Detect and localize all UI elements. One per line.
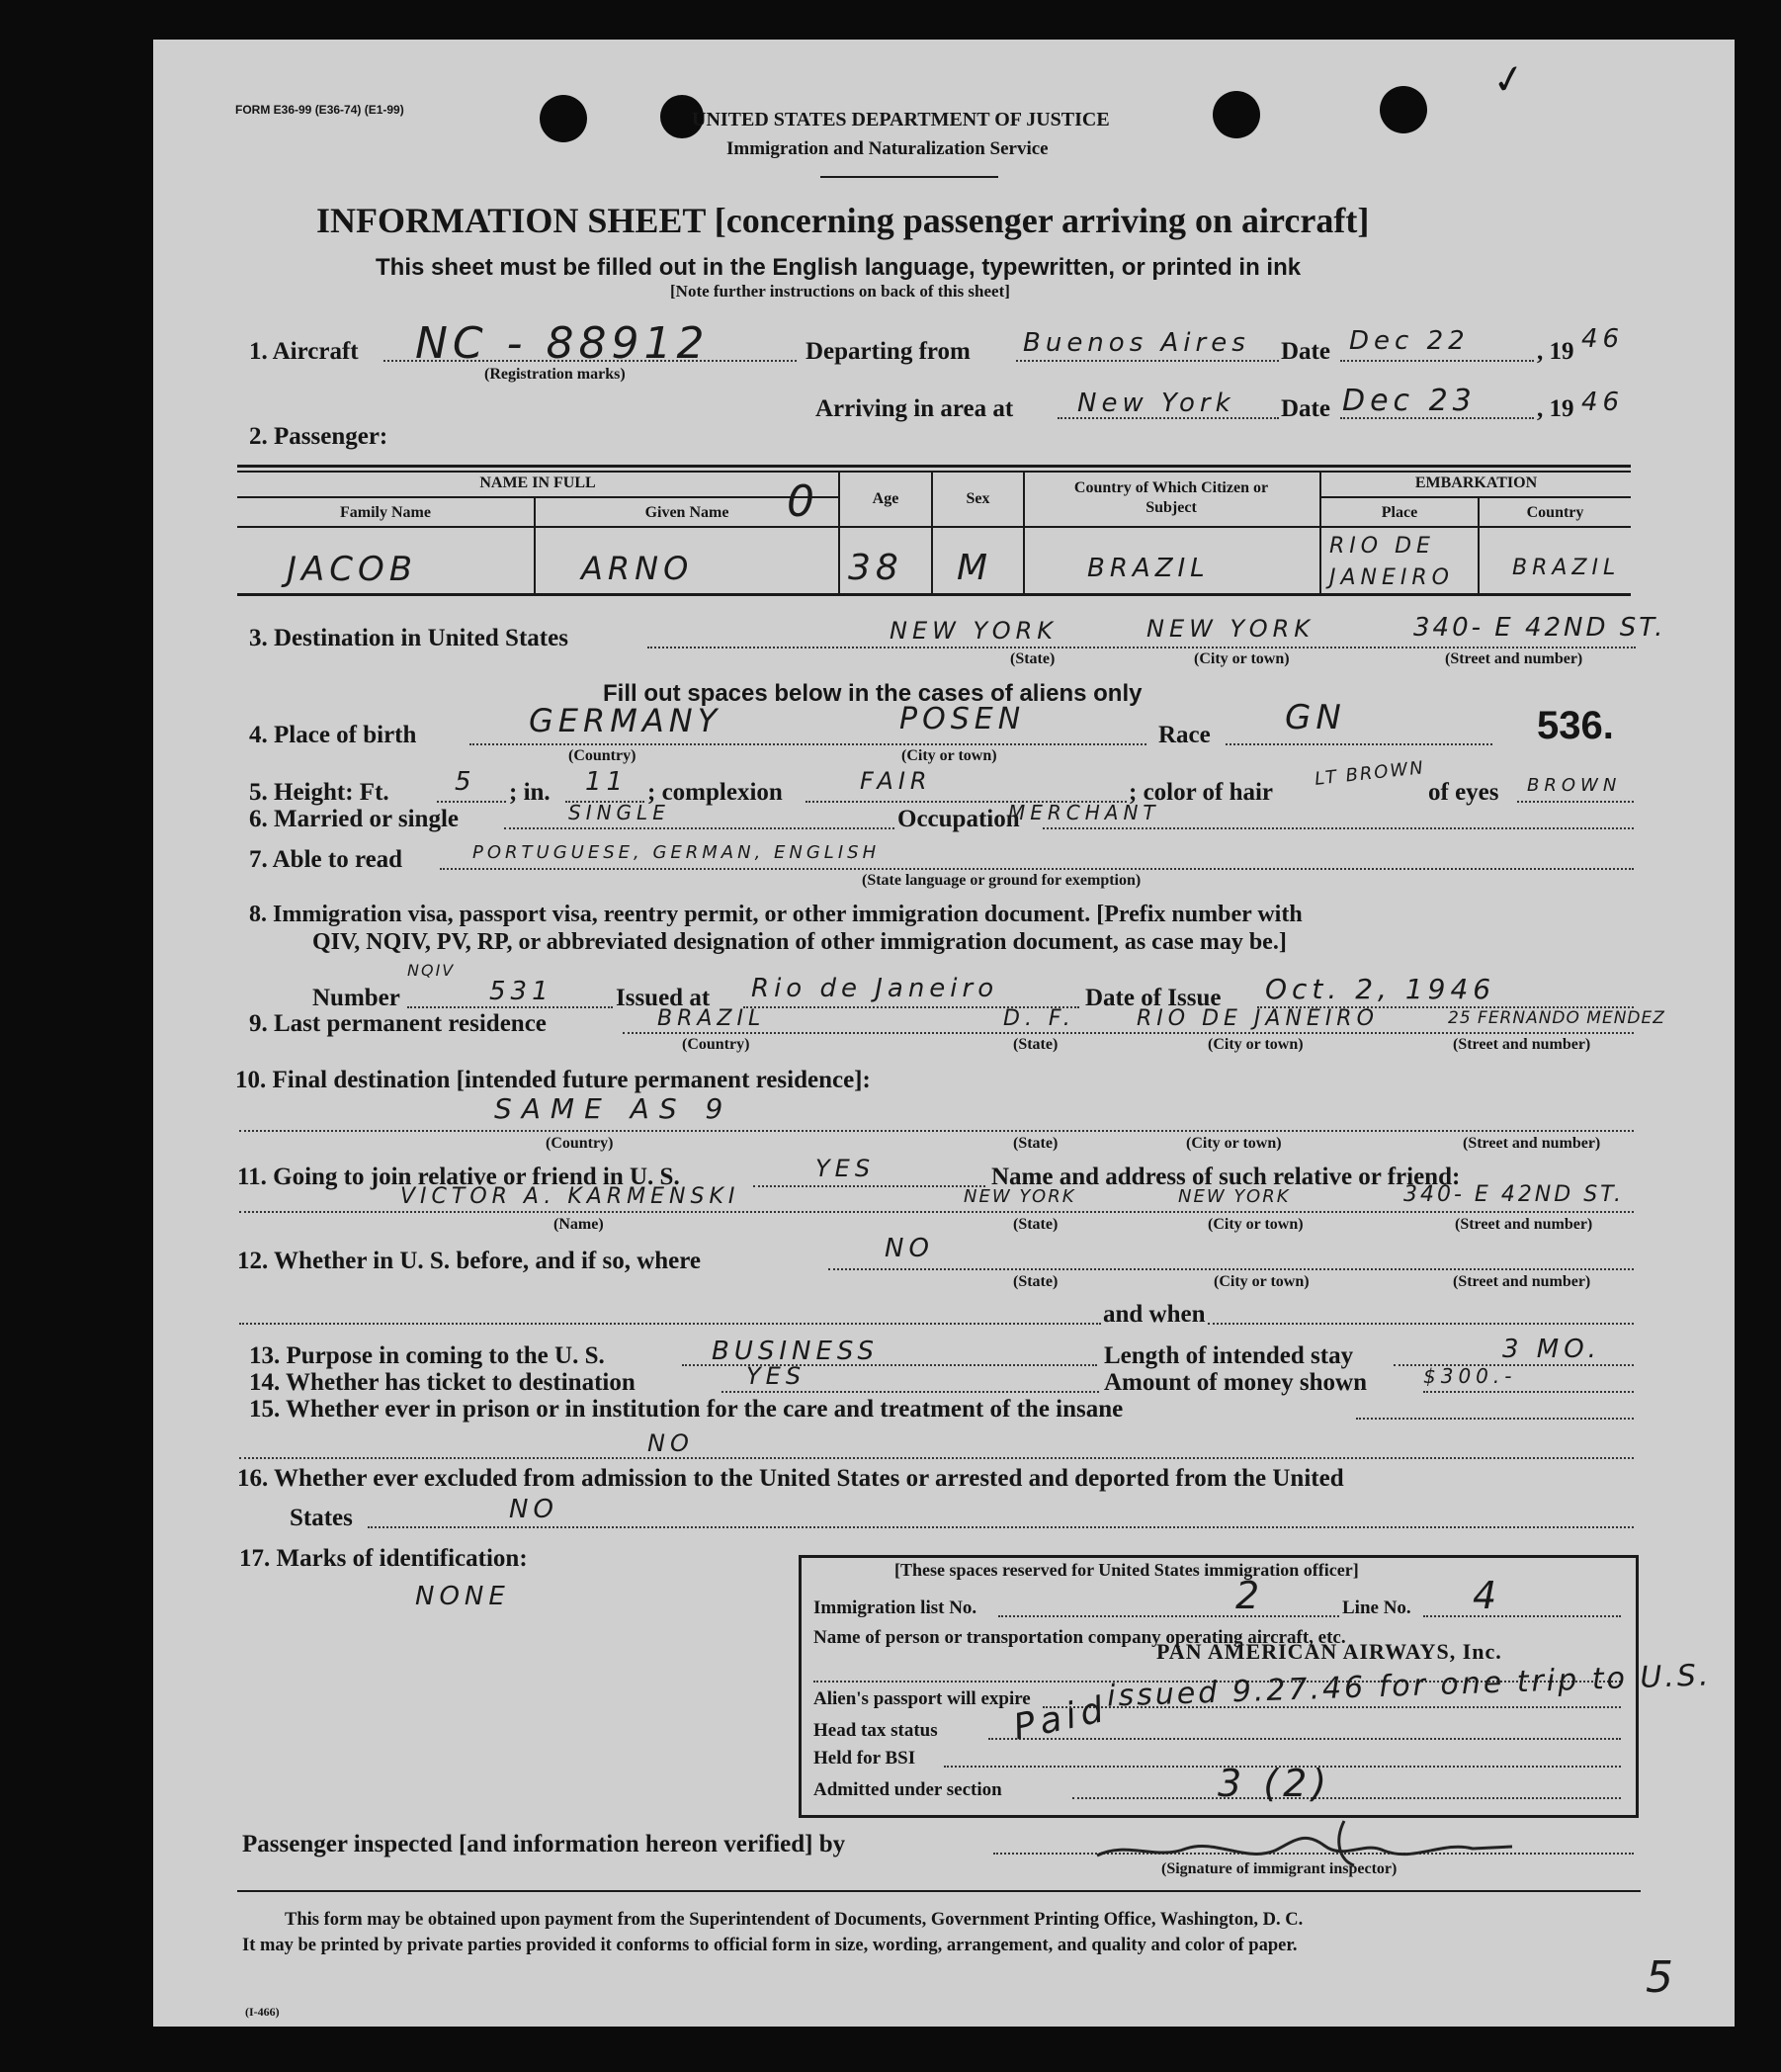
table-top-rule [237,465,1631,468]
citizen-country-value: BRAZIL [1087,554,1210,583]
birth-country-value: GERMANY [529,702,722,739]
marks-value: NONE [415,1582,510,1611]
stay-value: 3 MO. [1502,1335,1601,1364]
race-value: GN [1285,698,1346,737]
instruction-note: [Note further instructions on back of this sheet] [670,282,1010,301]
ticket-label: 14. Whether has ticket to destination [249,1369,636,1396]
arriving-value: New York [1077,388,1235,418]
purpose-label: 13. Purpose in coming to the U. S. [249,1342,605,1369]
name-in-full-header: NAME IN FULL [479,475,596,491]
admitted-section-label: Admitted under section [813,1779,1002,1800]
departing-label: Departing from [806,338,971,365]
residence-city-sub: (City or town) [1208,1036,1304,1053]
immigration-list-value: 2 [1235,1574,1265,1617]
aircraft-label: 1. Aircraft [249,338,359,365]
aircraft-registration-value: NC - 88912 [415,318,710,369]
visa-issued-value: Rio de Janeiro [751,974,999,1003]
corner-check-mark: ✓ [1488,54,1530,106]
immigration-list-label: Immigration list No. [813,1597,977,1618]
visa-label-line-1: 8. Immigration visa, passport visa, reentry permit, or other immigration document. [Prefix number with [249,902,1303,927]
departing-year-value: 46 [1581,324,1625,354]
punch-hole [540,95,587,142]
officer-box-heading: [These spaces reserved for United States immigration officer] [894,1560,1359,1580]
final-street-sub: (Street and number) [1463,1135,1601,1152]
residence-state-sub: (State) [1013,1036,1059,1053]
excluded-label-line-1: 16. Whether ever excluded from admission to the United States or arrested and deported from the United [237,1465,1344,1492]
marital-label: 6. Married or single [249,806,459,832]
arriving-date-label: Date [1281,395,1330,422]
service-heading: Immigration and Naturalization Service [726,138,1049,159]
given-name-header: Given Name [644,504,729,521]
read-sub: (State language or ground for exemption) [862,872,1142,889]
aliens-heading: Fill out spaces below in the cases of aliens only [603,680,1143,707]
height-inches-label: ; in. [509,779,551,806]
visa-date-label: Date of Issue [1085,985,1222,1011]
visa-issued-label: Issued at [616,985,711,1011]
hair-label: ; color of hair [1129,779,1274,806]
year-prefix: , 19 [1537,338,1574,365]
final-destination-label: 10. Final destination [intended future permanent residence]: [235,1067,871,1093]
read-value: PORTUGUESE, GERMAN, ENGLISH [472,842,881,863]
join-value: YES [815,1155,876,1182]
family-name-header: Family Name [340,504,431,521]
money-value: $300.- [1423,1364,1517,1388]
line-number-value: 4 [1473,1574,1502,1617]
eyes-value: BROWN [1527,775,1622,796]
height-label: 5. Height: Ft. [249,779,389,806]
arriving-label: Arriving in area at [815,395,1014,422]
sex-value: M [957,548,993,588]
residence-country-value: BRAZIL [657,1006,766,1031]
occupation-value: MERCHANT [1008,801,1160,824]
visa-date-value: Oct. 2, 1946 [1265,973,1496,1005]
age-header: Age [872,490,899,507]
relative-name-sub: (Name) [553,1216,604,1233]
page-title: INFORMATION SHEET [concerning passenger arriving on aircraft] [316,201,1370,240]
before-city-sub: (City or town) [1214,1273,1310,1290]
head-tax-label: Head tax status [813,1720,938,1741]
final-state-sub: (State) [1013,1135,1059,1152]
join-label: 11. Going to join relative or friend in U. S. [237,1164,680,1190]
embarkation-header: EMBARKATION [1414,475,1538,491]
residence-street-sub: (Street and number) [1453,1036,1591,1053]
departing-date-value: Dec 22 [1349,326,1470,356]
money-label: Amount of money shown [1104,1369,1368,1396]
relative-state-value: NEW YORK [964,1186,1076,1207]
head-tax-value: Paid [1009,1688,1112,1749]
embarkation-place-header: Place [1381,504,1418,521]
footer-line-2: It may be printed by private parties provided it conforms to official form in size, wording, arrangement, and quality and color of paper. [242,1936,1298,1955]
prison-value: NO [647,1429,694,1457]
embarkation-place-value-1: RIO DE [1329,534,1435,559]
form-number: FORM E36-99 (E36-74) (E1-99) [235,103,404,117]
age-value: 38 [848,548,903,588]
before-label: 12. Whether in U. S. before, and if so, where [237,1248,701,1274]
destination-state-value: NEW YORK [890,617,1059,645]
residence-city-value: RIO DE JANEIRO [1137,1006,1379,1031]
instruction-text: This sheet must be filled out in the English language, typewritten, or printed in ink [376,254,1302,281]
destination-city-value: NEW YORK [1146,615,1315,643]
relative-name-address-label: Name and address of such relative or friend: [991,1164,1461,1190]
relative-city-sub: (City or town) [1208,1216,1304,1233]
family-name-value: JACOB [287,550,418,589]
passport-expire-value: issued 9.27.46 for one trip to U.S. [1106,1658,1713,1714]
relative-state-sub: (State) [1013,1216,1059,1233]
stamp-number: 536. [1537,704,1614,747]
relative-street-sub: (Street and number) [1455,1216,1593,1233]
complexion-value: FAIR [860,767,932,795]
destination-street-sub: (Street and number) [1445,650,1583,667]
departing-date-label: Date [1281,338,1330,365]
height-inches-value: 11 [585,767,629,797]
inspection-label: Passenger inspected [and information hereon verified] by [242,1831,846,1857]
final-city-sub: (City or town) [1186,1135,1282,1152]
held-for-bsi-label: Held for BSI [813,1748,916,1769]
birth-label: 4. Place of birth [249,722,417,748]
relative-street-value: 340- E 42ND ST. [1403,1182,1624,1207]
before-value: NO [885,1234,934,1263]
marital-value: SINGLE [568,801,670,824]
visa-number-label: Number [312,985,400,1011]
department-heading: UNITED STATES DEPARTMENT OF JUSTICE [692,109,1110,130]
punch-hole [1380,86,1427,133]
final-country-sub: (Country) [546,1135,614,1152]
visa-number-prefix: NQIV [407,961,456,980]
birth-country-sub: (Country) [568,747,636,764]
arriving-year-value: 46 [1581,388,1625,417]
embarkation-place-value-2: JANEIRO [1329,565,1454,590]
departing-value: Buenos Aires [1023,328,1250,358]
given-name-value: ARNO [581,550,694,587]
stay-label: Length of intended stay [1104,1342,1354,1369]
birth-city-value: POSEN [899,702,1026,736]
relative-city-value: NEW YORK [1178,1186,1291,1207]
purpose-value: BUSINESS [712,1337,879,1366]
embarkation-country-header: Country [1526,504,1584,521]
passenger-label: 2. Passenger: [249,423,388,450]
aircraft-registration-sub: (Registration marks) [484,366,626,383]
relative-name-value: VICTOR A. KARMENSKI [400,1184,740,1209]
destination-city-sub: (City or town) [1194,650,1290,667]
residence-label: 9. Last permanent residence [249,1010,547,1037]
header-rule [820,176,998,178]
before-street-sub: (Street and number) [1453,1273,1591,1290]
ticket-value: YES [746,1362,806,1390]
marks-label: 17. Marks of identification: [239,1545,528,1572]
before-when-label: and when [1103,1301,1206,1328]
birth-city-sub: (City or town) [901,747,997,764]
read-label: 7. Able to read [249,846,403,873]
footer-rule [237,1890,1641,1892]
company-value: PAN AMERICAN AIRWAYS, Inc. [1156,1639,1502,1664]
footer-line-1: This form may be obtained upon payment from the Superintendent of Documents, Government Printing Office, Washington, D. C. [285,1910,1304,1930]
embarkation-country-value: BRAZIL [1512,556,1621,580]
arriving-date-value: Dec 23 [1342,384,1477,418]
citizen-country-header: Country of Which Citizen or Subject [1073,479,1269,516]
destination-state-sub: (State) [1010,650,1056,667]
before-state-sub: (State) [1013,1273,1059,1290]
complexion-label: ; complexion [647,779,783,806]
line-number-label: Line No. [1342,1597,1411,1618]
residence-country-sub: (Country) [682,1036,750,1053]
destination-label: 3. Destination in United States [249,625,568,651]
race-label: Race [1158,722,1211,748]
passport-expire-label: Alien's passport will expire [813,1688,1031,1709]
arriving-year-prefix: , 19 [1537,395,1574,422]
residence-state-value: D. F. [1003,1006,1075,1031]
form-code: (I-466) [245,2005,280,2019]
punch-hole [1213,91,1260,138]
excluded-label-line-2: States [290,1505,353,1531]
admitted-section-value: 3 (2) [1218,1762,1332,1805]
hair-value: LT BROWN [1314,757,1426,790]
residence-street-value: 25 FERNANDO MENDEZ [1448,1008,1665,1028]
eyes-label: of eyes [1428,779,1499,806]
prison-label: 15. Whether ever in prison or in institution for the care and treatment of the insane [249,1396,1124,1423]
excluded-value: NO [509,1495,558,1524]
height-feet-value: 5 [455,767,476,797]
page-mark: 5 [1646,1952,1678,2003]
occupation-label: Occupation [897,806,1020,832]
visa-number-value: 531 [489,977,553,1006]
company-label: Name of person or transportation company operating aircraft, etc. [813,1627,1346,1648]
final-destination-value: SAME AS 9 [494,1092,733,1125]
inspector-signature-sub: (Signature of immigrant inspector) [1161,1860,1398,1877]
visa-label-line-2: QIV, NQIV, PV, RP, or abbreviated designation of other immigration document, as case may be.] [312,929,1287,955]
sex-header: Sex [966,490,990,507]
destination-street-value: 340- E 42ND ST. [1413,613,1666,643]
passenger-mark: 0 [787,476,819,527]
